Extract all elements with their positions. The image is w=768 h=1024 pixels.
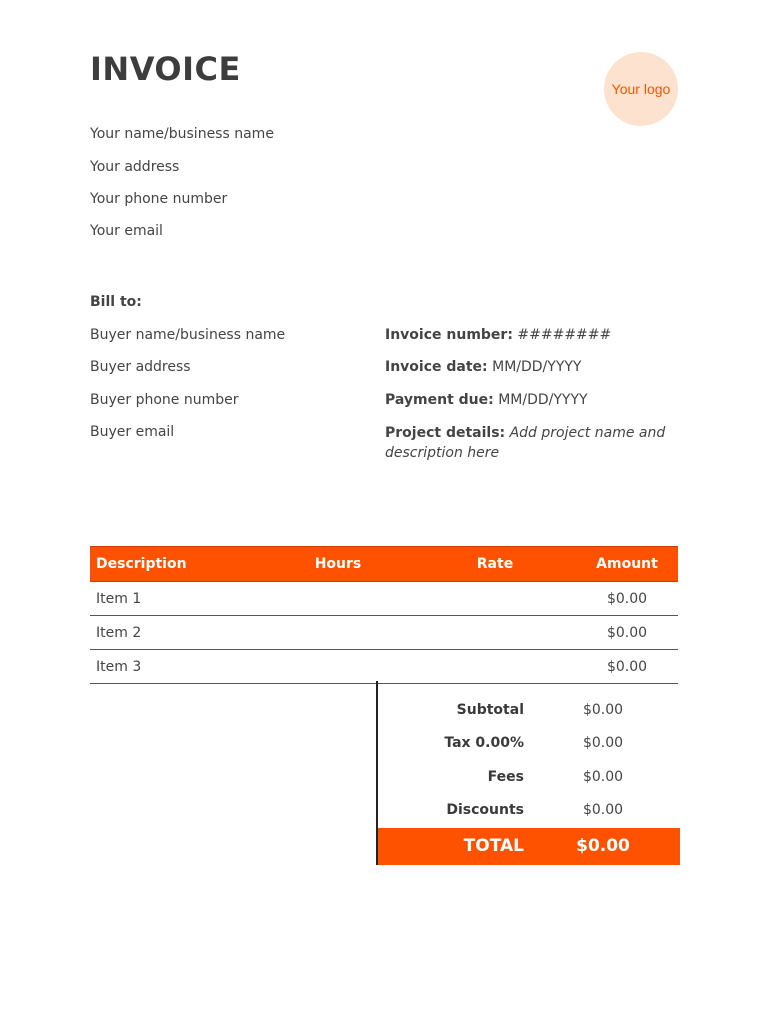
total-label: TOTAL	[463, 836, 524, 856]
fees-value: $0.00	[582, 769, 624, 785]
item-hours	[262, 650, 414, 684]
tax-value: $0.00	[582, 735, 624, 751]
table-header-row	[90, 547, 678, 582]
header-amount: Amount	[576, 547, 678, 582]
item-description: Item 3	[90, 650, 262, 684]
bill-to-heading: Bill to:	[90, 294, 142, 310]
item-rate	[414, 650, 576, 684]
item-rate	[414, 582, 576, 616]
discounts-label: Discounts	[446, 802, 524, 818]
buyer-name: Buyer name/business name	[90, 327, 286, 343]
item-amount: $0.00	[576, 616, 678, 650]
subtotal-value: $0.00	[582, 702, 624, 718]
buyer-address: Buyer address	[90, 359, 191, 375]
invoice-number-label: Invoice number:	[385, 327, 513, 343]
payment-due-value: MM/DD/YYYY	[498, 392, 588, 408]
total-value: $0.00	[576, 836, 630, 856]
logo-placeholder	[604, 52, 678, 126]
tax-row	[378, 726, 680, 760]
totals-block	[376, 681, 680, 865]
seller-name: Your name/business name	[90, 126, 274, 142]
header-description: Description	[90, 547, 262, 582]
item-amount: $0.00	[576, 582, 678, 616]
invoice-title: INVOICE	[90, 50, 241, 88]
discounts-value: $0.00	[582, 802, 624, 818]
project-details	[385, 423, 685, 463]
line-items-table	[90, 546, 678, 684]
project-details-label: Project details:	[385, 425, 506, 441]
tax-label: Tax 0.00%	[444, 735, 524, 751]
logo-text: Your logo	[611, 81, 671, 97]
item-amount: $0.00	[576, 650, 678, 684]
total-row	[378, 828, 680, 865]
invoice-date	[385, 359, 581, 375]
seller-address: Your address	[90, 159, 180, 175]
header-rate: Rate	[414, 547, 576, 582]
invoice-date-label: Invoice date:	[385, 359, 488, 375]
invoice-number	[385, 327, 611, 343]
subtotal-row	[378, 693, 680, 727]
buyer-phone: Buyer phone number	[90, 392, 239, 408]
table-row	[90, 582, 678, 616]
invoice-number-value: ########	[517, 327, 612, 343]
item-hours	[262, 616, 414, 650]
subtotal-label: Subtotal	[456, 702, 524, 718]
item-description: Item 2	[90, 616, 262, 650]
payment-due	[385, 392, 588, 408]
table-row	[90, 650, 678, 684]
payment-due-label: Payment due:	[385, 392, 494, 408]
item-rate	[414, 616, 576, 650]
fees-row	[378, 760, 680, 794]
item-description: Item 1	[90, 582, 262, 616]
header-hours: Hours	[262, 547, 414, 582]
fees-label: Fees	[487, 769, 524, 785]
item-hours	[262, 582, 414, 616]
seller-phone: Your phone number	[90, 191, 228, 207]
project-details-value: Add project name and description here	[385, 425, 666, 461]
seller-email: Your email	[90, 223, 163, 239]
buyer-email: Buyer email	[90, 424, 175, 440]
invoice-date-value: MM/DD/YYYY	[492, 359, 582, 375]
table-row	[90, 616, 678, 650]
discounts-row	[378, 793, 680, 827]
